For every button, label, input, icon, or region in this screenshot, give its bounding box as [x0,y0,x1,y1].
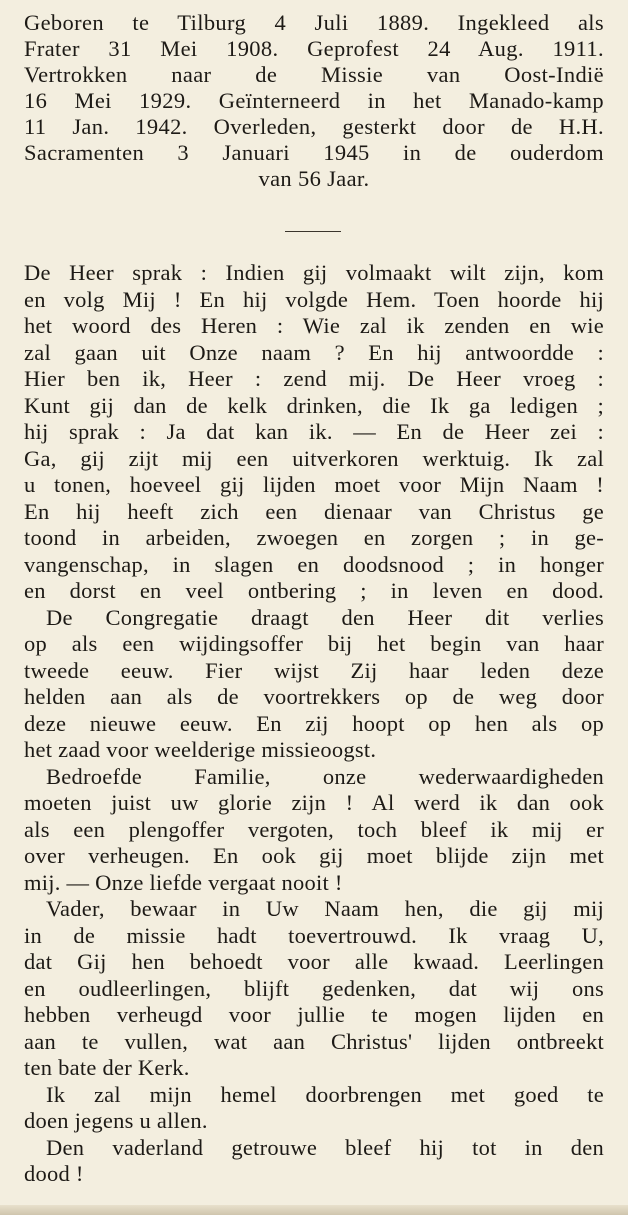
text-line: het woord des Heren : Wie zal ik zenden en wie [24,313,604,338]
text-line: het zaad voor weelderige missieoogst. [24,737,377,762]
text-line: Bedroefde Familie, onze wederwaardigheden [46,763,604,789]
text-line: in de missie hadt toevertrouwd. Ik vraag U, [24,922,604,948]
text-line: De Heer sprak : Indien gij volmaakt wilt zijn, kom [24,260,604,285]
text-line: als een plengoffer vergoten, toch bleef ik mij er [24,816,604,842]
section-divider [285,231,341,232]
text-line: Hier ben ik, Heer : zend mij. De Heer vroeg : [24,366,604,391]
bio-line: 16 Mei 1929. Geïnterneerd in het Manado-kamp [24,88,604,113]
text-line: Den vaderland getrouwe bleef hij tot in den [46,1134,604,1160]
text-line: mij. — Onze liefde vergaat nooit ! [24,869,343,895]
text-line: dat Gij hen behoedt voor alle kwaad. Leerlingen [24,949,604,974]
bio-line: Frater 31 Mei 1908. Geprofest 24 Aug. 1911. [24,36,604,61]
text-line: ten bate der Kerk. [24,1055,190,1080]
text-line: En hij heeft zich een dienaar van Christus ge [24,498,604,524]
bio-line: Sacramenten 3 Januari 1945 in de ouderdom [24,140,604,165]
bio-line: Geboren te Tilburg 4 Juli 1889. Ingekleed als [24,10,604,35]
text-line: Ik zal mijn hemel doorbrengen met goed te [46,1081,604,1107]
text-line: toond in arbeiden, zwoegen en zorgen ; in ge- [24,525,604,550]
text-line: moeten juist uw glorie zijn ! Al werd ik dan ook [24,790,604,815]
text-line: hebben verheugd voor jullie te mogen lijden en [24,1002,604,1027]
text-line: en volg Mij ! En hij volgde Hem. Toen hoorde hij [24,286,604,312]
bio-line: 11 Jan. 1942. Overleden, gesterkt door de H.H. [24,114,604,139]
text-line: Ga, gij zijt mij een uitverkoren werktuig. Ik zal [24,445,604,471]
text-line: Vader, bewaar in Uw Naam hen, die gij mij [46,896,604,921]
bio-line: Vertrokken naar de Missie van Oost-Indië [24,62,604,87]
text-line: hij sprak : Ja dat kan ik. — En de Heer zei : [24,419,604,444]
text-line: en oudleerlingen, blijft gedenken, dat wij ons [24,975,604,1001]
text-line: op als een wijdingsoffer bij het begin van haar [24,631,604,656]
text-line: aan te vullen, wat aan Christus' lijden ontbreekt [24,1028,604,1054]
bio-line: van 56 Jaar. [258,166,370,191]
text-line: helden aan als de voortrekkers op de weg door [24,684,604,709]
text-line: De Congregatie draagt den Heer dit verlies [46,604,604,630]
text-line: vangenschap, in slagen en doodsnood ; in honger [24,551,604,577]
text-line: en dorst en veel ontbering ; in leven en dood. [24,578,604,603]
text-line: u tonen, hoeveel gij lijden moet voor Mijn Naam ! [24,472,604,497]
text-line: Kunt gij dan de kelk drinken, die Ik ga ledigen ; [24,392,604,418]
text-line: zal gaan uit Onze naam ? En hij antwoordde : [24,339,604,365]
text-line: deze nieuwe eeuw. En zij hoopt op hen als op [24,710,604,736]
text-line: tweede eeuw. Fier wijst Zij haar leden deze [24,657,604,683]
text-line: doen jegens u allen. [24,1108,208,1133]
text-line: over verheugen. En ook gij moet blijde zijn met [24,843,604,868]
scripture-text [24,260,604,1188]
biography-block [24,10,604,192]
text-line: dood ! [24,1161,84,1186]
